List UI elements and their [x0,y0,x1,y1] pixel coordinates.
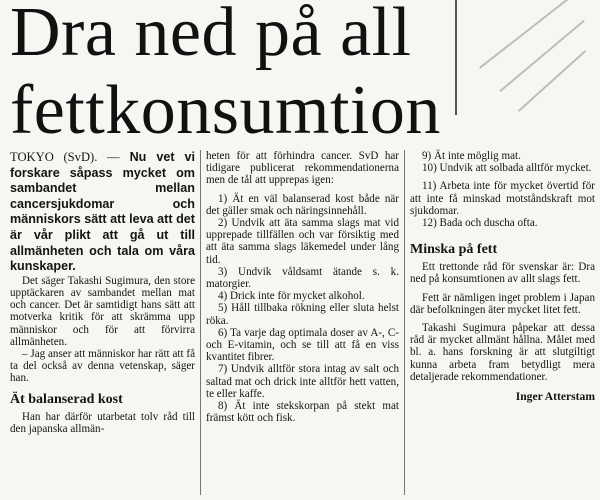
scan-artifact [455,0,600,115]
paragraph: Han har därför utarbetat tolv råd till den japanska allmän- [10,410,195,435]
dateline: TOKYO (SvD). — [10,150,120,164]
advice-item: 10) Undvik att solbada alltför mycket. [422,162,592,175]
advice-item: 5) Håll tillbaka rökning eller sluta helst röka. [206,302,399,327]
advice-item: 3) Undvik våldsamt ätande s. k. matorgier. [206,265,399,291]
advice-item: 11) Arbeta inte för mycket övertid för att inte få minskad motståndskraft mot sjukdomar. [410,180,595,217]
article-column-3 [410,150,595,403]
paragraph: Ett trettonde råd för svenskar är: Dra ned på konsumtionen av allt slags fett. [410,261,595,286]
paragraph: Det säger Takashi Sugimura, den store upptäckaren av sambandet mellan mat och cancer. Det är samtidigt hans sätt att motverka kritik för att skrämma upp människor och för att förvirra allmänheten. [10,274,195,348]
subheading: Minska på fett [410,242,498,258]
advice-item: 4) Drick inte för mycket alkohol. [218,290,365,303]
column-divider [200,150,201,495]
advice-item: 7) Undvik alltför stora intag av salt och saltad mat och drick inte alltför hett vatten, te eller kaffe. [206,363,399,400]
lede-paragraph [10,150,195,275]
paragraph: – Jag anser att människor har rätt att få ta del också av denna vetenskap, säger han. [10,347,195,385]
lede-text: Nu vet vi forskare såpass mycket om sambandet mellan cancersjukdomar och människors sätt att leva att det är vår plikt att gå ut till allmänheten och tala om våra kunskaper. [10,150,195,274]
column-divider [404,150,405,495]
headline-line-2: fettkonsumtion [10,72,441,149]
headline-line-1: Dra ned på all [10,0,412,71]
advice-item: 2) Undvik att äta samma slags mat vid upprepade tillfällen och var försiktig med att äta samma slags läkemedel under lång tid. [206,217,399,266]
advice-item: 1) Ät en väl balanserad kost både när det gäller smak och näringsinnehåll. [206,192,399,217]
advice-item: 8) Ät inte stekskorpan på stekt mat främst kött och fisk. [206,400,399,425]
paragraph: Fett är nämligen inget problem i Japan där befolkningen äter mycket litet fett. [410,291,595,316]
article-column-1 [10,150,195,435]
subheading: Ät balanserad kost [10,391,123,407]
article-column-2 [206,150,399,424]
byline: Inger Atterstam [515,390,595,404]
paragraph: heten för att förhindra cancer. SvD har tidigare publicerat rekommendationerna men de tål att upprepas igen: [206,150,399,187]
advice-item: 6) Ta varje dag optimala doser av A-, C- och E-vitamin, och se till att få en viss kvantitet fibrer. [206,326,399,364]
paragraph: Takashi Sugimura påpekar att dessa råd är mycket allmänt hållna. Målet med bl. a. hans forskning är att slutgiltigt kunna arbeta fram betydligt mera detaljerade rekommendationer. [410,322,595,383]
advice-item: 9) Ät inte möglig mat. [422,150,521,162]
advice-item: 12) Bada och duscha ofta. [422,217,538,230]
